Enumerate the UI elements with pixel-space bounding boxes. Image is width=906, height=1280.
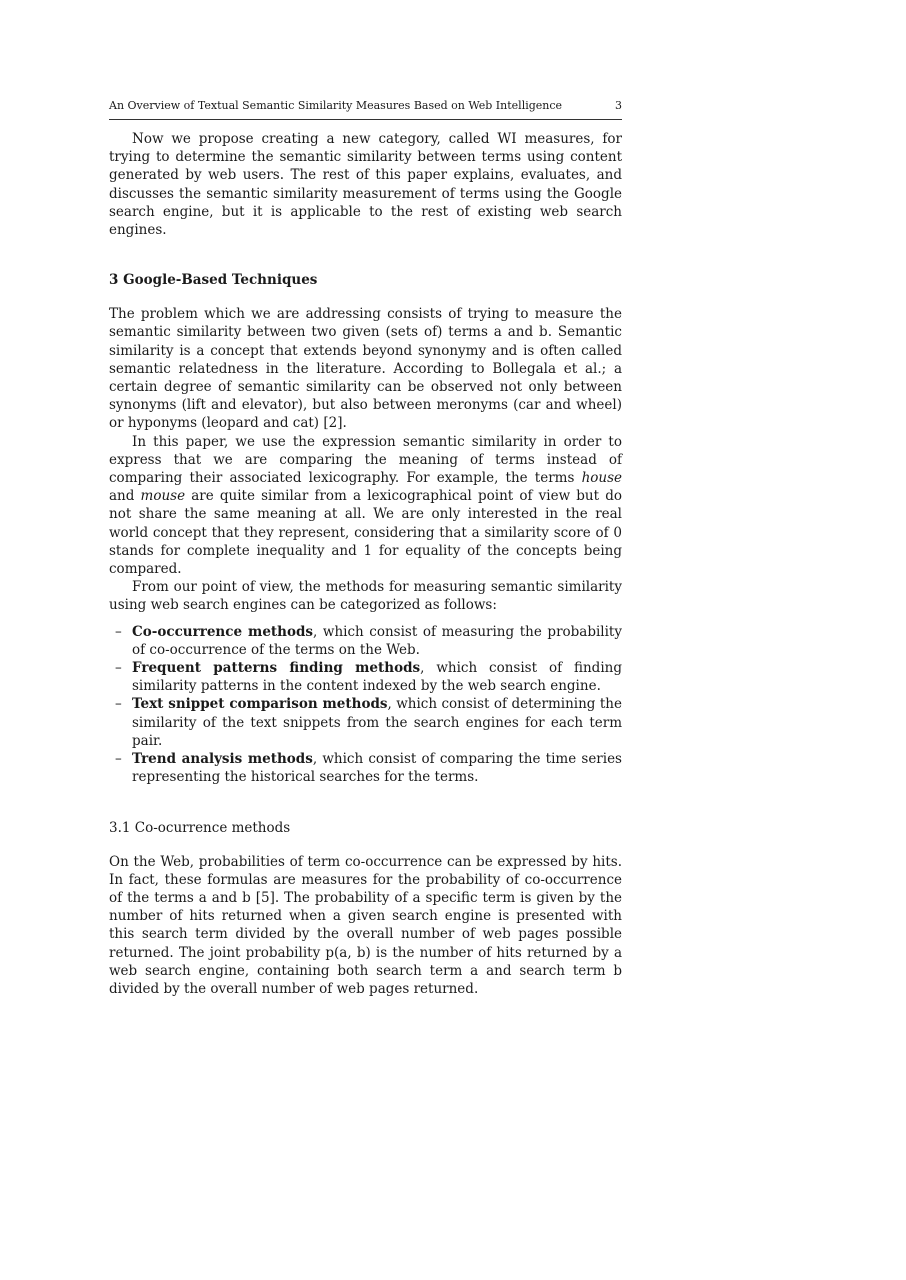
method-name: Trend analysis methods — [132, 751, 313, 768]
section-heading: 3 Google-Based Techniques — [109, 272, 318, 289]
method-description: , which consist of finding similarity patterns in the content indexed by the web search engine. — [132, 660, 622, 695]
list-item — [115, 750, 622, 786]
page — [109, 98, 622, 998]
list-item — [115, 695, 622, 750]
bullet-dash: – — [115, 623, 122, 640]
section-paragraph-3: From our point of view, the methods for measuring semantic similarity using web search engines can be categorized as follows: — [109, 579, 622, 614]
method-description: , which consist of determining the similarity of the text snippets from the search engines for each term pair. — [132, 696, 622, 749]
term-house: house — [581, 470, 622, 487]
paragraph-text: In this paper, we use the expression semantic similarity in order to express that we are comparing the meaning of terms instead of comparing their associated lexicography. For example, the terms — [109, 433, 622, 487]
page-number: 3 — [615, 99, 622, 112]
bullet-dash: – — [115, 696, 122, 713]
bullet-dash: – — [115, 751, 122, 768]
term-mouse: mouse — [140, 488, 186, 505]
list-item — [115, 659, 622, 695]
methods-list — [109, 623, 622, 787]
method-description: , which consist of comparing the time series representing the historical searches for the terms. — [132, 751, 622, 786]
method-name: Text snippet comparison methods — [132, 696, 388, 713]
section-paragraph-1: The problem which we are addressing consists of trying to measure the semantic similarity between two given (sets of) terms a and b. Semantic similarity is a concept that extends beyond synonymy and is often called semantic relatedness in the literature. According to Bollegala et al.; a certain degree of semantic similarity can be observed not only between synonyms (lift and elevator), but also between meronyms (car and wheel) or hyponyms (leopard and cat) [2]. — [109, 306, 622, 432]
running-header — [109, 98, 622, 120]
bullet-dash: – — [115, 660, 122, 677]
paragraph-text: are quite similar from a lexicographical point of view but do not share the same meaning at all. We are only interested in the real world concept that they represent, considering that a similarity score of 0 stands for complete inequality and 1 for equality of the concepts being compared. — [109, 488, 622, 578]
method-name: Frequent patterns finding methods — [132, 660, 421, 677]
method-name: Co-occurrence methods — [132, 623, 314, 640]
subsection-paragraph-1: On the Web, probabilities of term co-occurrence can be expressed by hits. In fact, these formulas are measures for the probability of co-occurrence of the terms a and b [5]. The probability of a specific term is given by the number of hits returned when a given search engine is presented with this search term divided by the overall number of web pages possible returned. The joint probability p(a, b) is the number of hits returned by a web search engine, containing both search term a and search term b divided by the overall number of web pages returned. — [109, 853, 622, 997]
list-item — [115, 623, 622, 659]
paragraph-text: and — [109, 488, 141, 505]
body — [109, 130, 622, 998]
running-title: An Overview of Textual Semantic Similarity Measures Based on Web Intelligence — [109, 99, 563, 112]
intro-paragraph: Now we propose creating a new category, called WI measures, for trying to determine the semantic similarity between terms using content generated by web users. The rest of this paper explains, evaluates, and discusses the semantic similarity measurement of terms using the Google search engine, but it is applicable to the rest of existing web search engines. — [109, 131, 622, 239]
method-description: , which consist of measuring the probability of co-occurrence of the terms on the Web. — [132, 623, 622, 658]
subsection-heading: 3.1 Co-ocurrence methods — [109, 819, 291, 836]
section-paragraph-2 — [109, 433, 622, 579]
